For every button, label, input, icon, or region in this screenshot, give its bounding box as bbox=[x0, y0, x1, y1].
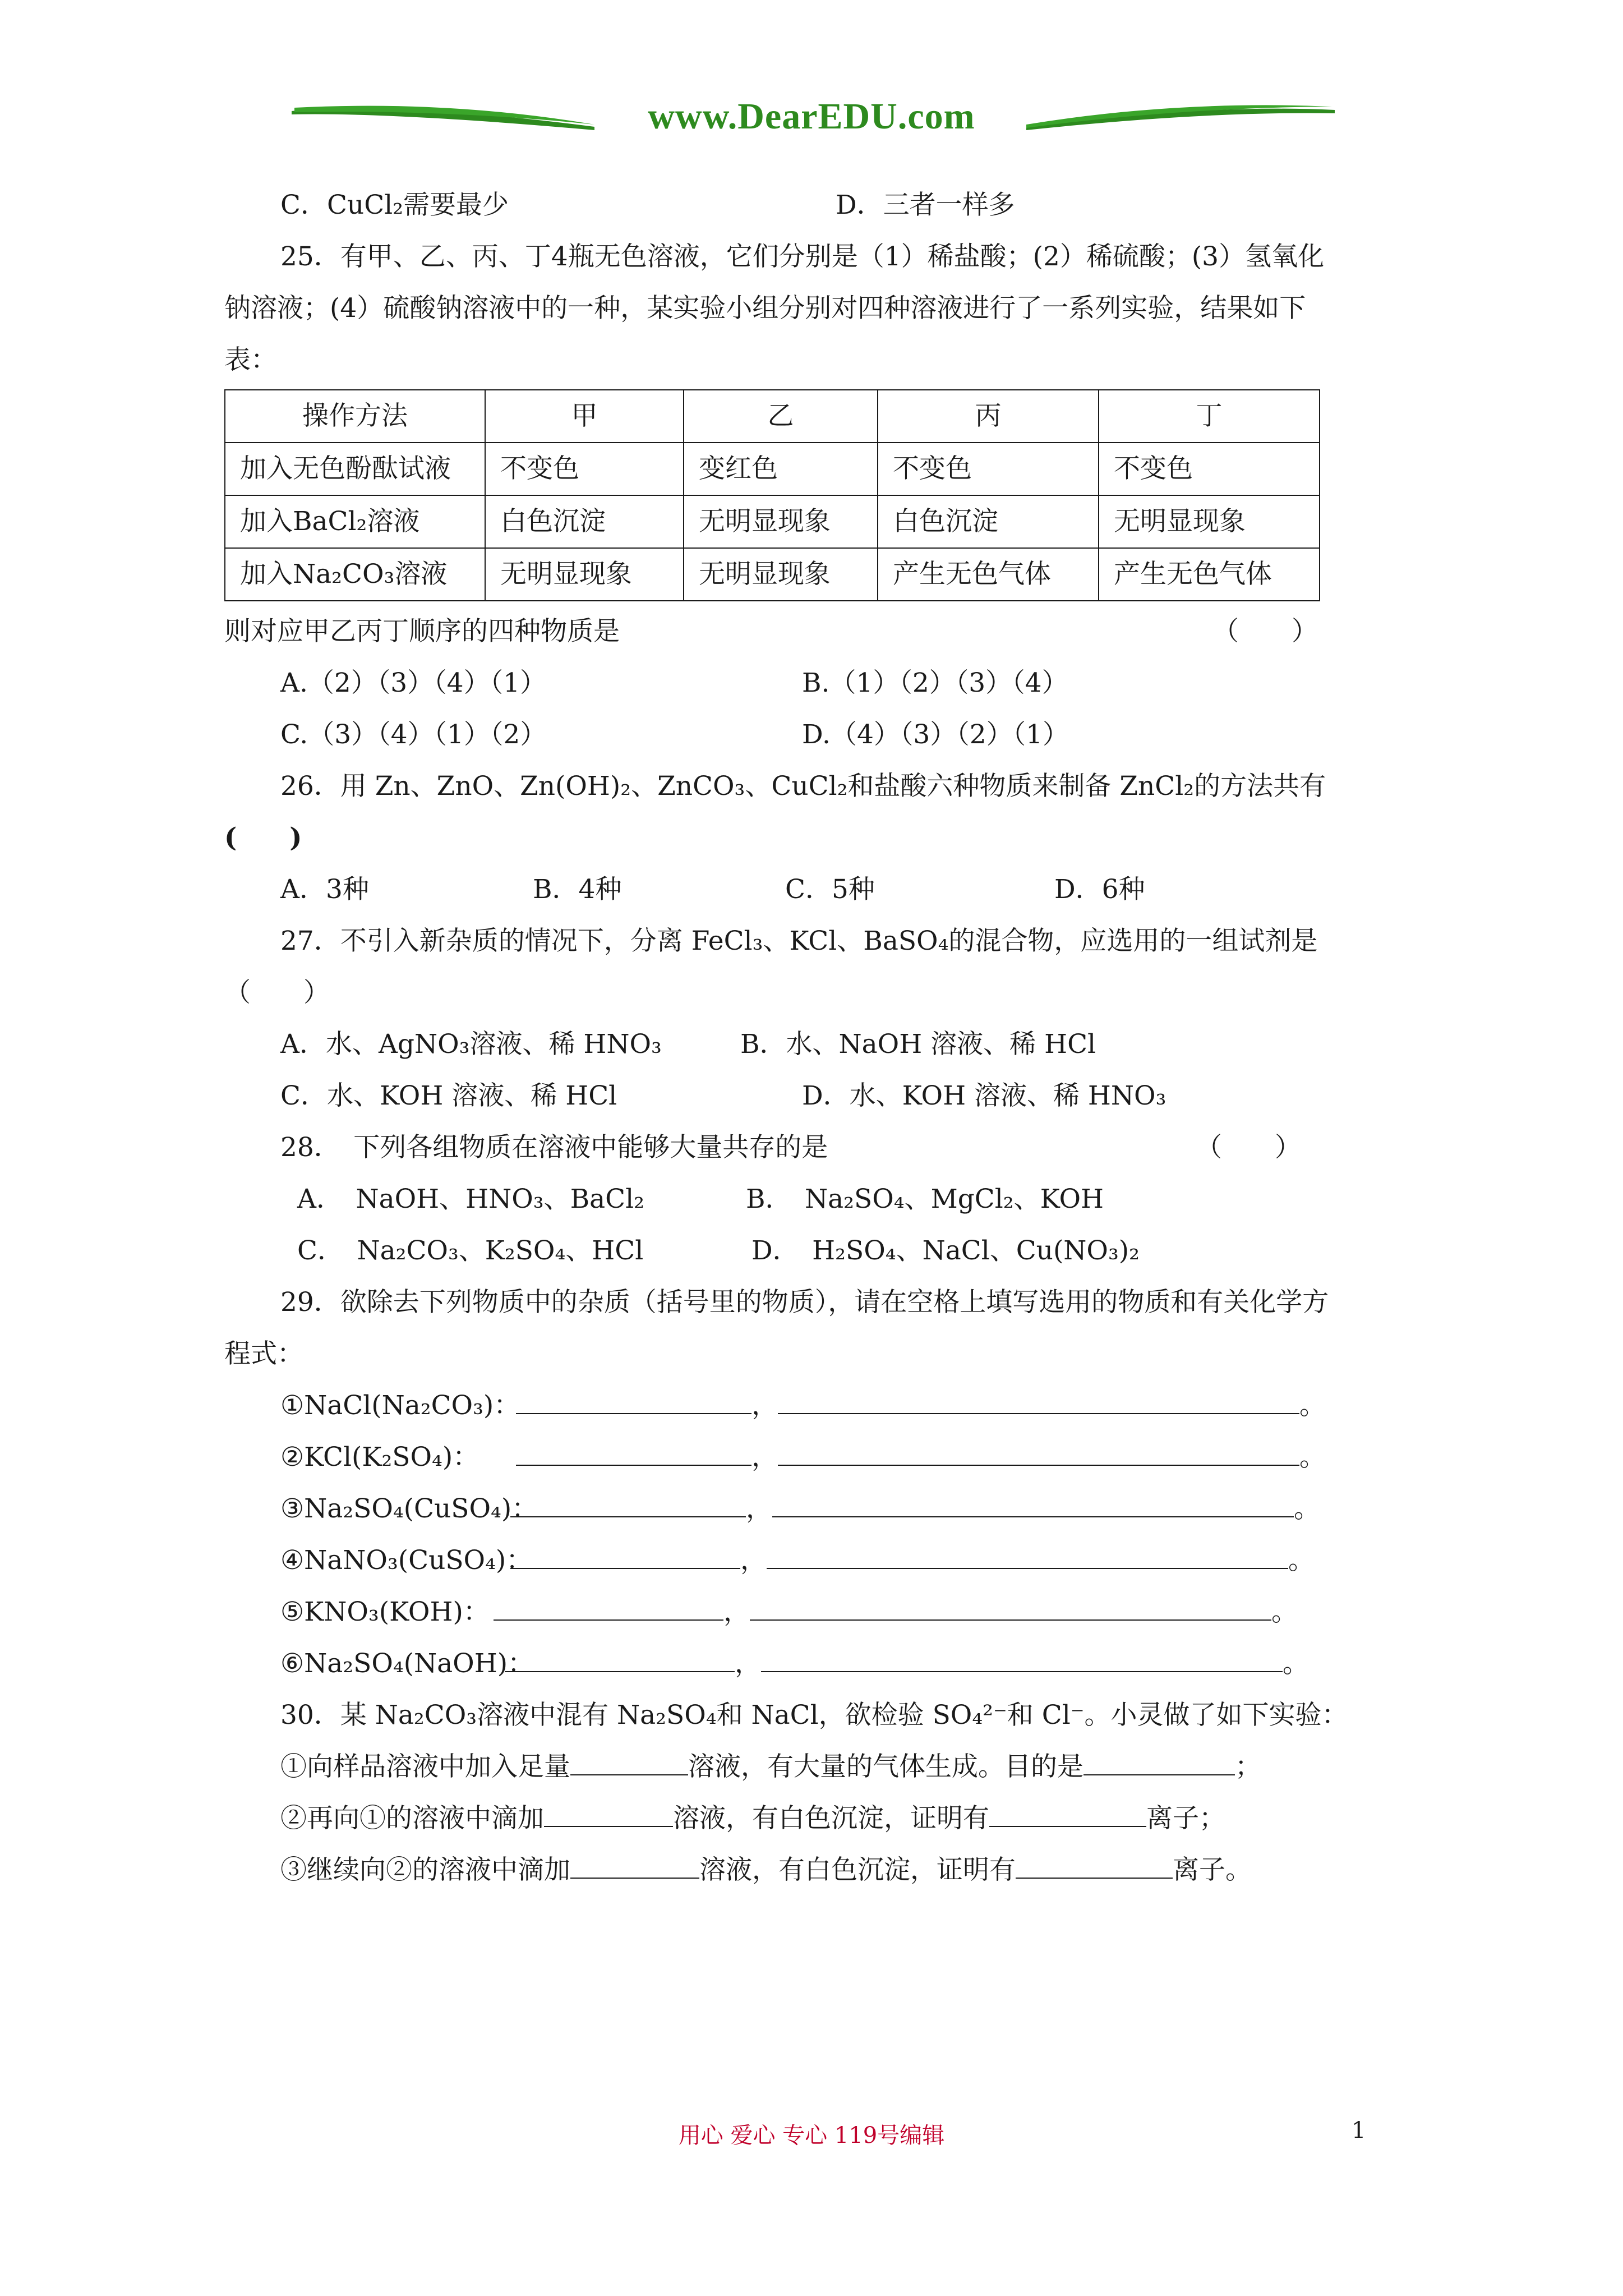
answer-blank[interactable] bbox=[510, 1535, 740, 1569]
q29-stem-line-1: 29．欲除去下列物质中的杂质（括号里的物质），请在空格上填写选用的物质和有关化学方 bbox=[280, 1287, 1329, 1318]
table-row bbox=[225, 495, 1320, 548]
answer-blank[interactable] bbox=[494, 1587, 723, 1621]
answer-blank[interactable] bbox=[510, 1484, 746, 1517]
q28-option-a: A． NaOH、HNO₃、BaCl₂ bbox=[297, 1184, 644, 1214]
q30-step-1-text: ①向样品溶液中加入足量 bbox=[280, 1751, 570, 1782]
table-cell: 不变色 bbox=[485, 443, 684, 495]
q27-stem: 27．不引入新杂质的情况下，分离 FeCl₃、KCl、BaSO₄的混合物，应选用的一组试剂是 bbox=[280, 926, 1318, 956]
period: 。 bbox=[1299, 1442, 1326, 1473]
answer-blank[interactable] bbox=[505, 1639, 735, 1672]
q28-option-c: C． Na₂CO₃、K₂SO₄、HCl bbox=[297, 1235, 644, 1266]
q30-step-2-end: 离子； bbox=[1146, 1803, 1225, 1834]
table-cell: 加入Na₂CO₃溶液 bbox=[225, 548, 485, 601]
q30-step-2-text: ②再向①的溶液中滴加 bbox=[280, 1803, 544, 1834]
q25-options-row-1 bbox=[224, 657, 1413, 709]
q24-option-d: D．三者一样多 bbox=[836, 190, 1015, 220]
q28-options-row-2 bbox=[224, 1225, 1413, 1277]
q27-options-row-1 bbox=[224, 1019, 1413, 1070]
equation-blank[interactable] bbox=[778, 1432, 1299, 1466]
q30-step-3-end: 离子。 bbox=[1173, 1855, 1252, 1885]
q26-option-c: C．5种 bbox=[785, 874, 875, 905]
q30-step-2 bbox=[224, 1793, 1413, 1844]
table-cell: 不变色 bbox=[1099, 443, 1320, 495]
q30-step-1 bbox=[224, 1741, 1413, 1793]
equation-blank[interactable] bbox=[778, 1381, 1299, 1414]
q29-item-4 bbox=[224, 1535, 1413, 1586]
q29-stem-line-2: 程式： bbox=[224, 1338, 303, 1369]
table-cell: 加入无色酚酞试液 bbox=[225, 443, 485, 495]
q28-options-row-1 bbox=[224, 1174, 1413, 1225]
q26-option-d: D．6种 bbox=[1054, 874, 1145, 905]
reagent-blank[interactable] bbox=[570, 1845, 699, 1879]
site-logo-text: www.DearEDU.com bbox=[648, 96, 975, 137]
q30-step-2-text-2: 溶液，有白色沉淀，证明有 bbox=[673, 1803, 989, 1834]
q25-question-line bbox=[224, 606, 1413, 657]
table-header-cell: 丙 bbox=[878, 390, 1099, 443]
table-header-row bbox=[225, 390, 1320, 443]
answer-blank[interactable] bbox=[516, 1432, 751, 1466]
equation-blank[interactable] bbox=[767, 1535, 1288, 1569]
q30-step-3 bbox=[224, 1844, 1413, 1896]
q27-option-a: A．水、AgNO₃溶液、稀 HNO₃ bbox=[280, 1029, 662, 1060]
q28-answer-paren: （ ） bbox=[1196, 1132, 1301, 1163]
table-cell: 无明显现象 bbox=[1099, 495, 1320, 548]
q29-item-6 bbox=[224, 1638, 1413, 1690]
q29-item-3 bbox=[224, 1483, 1413, 1535]
q28-option-b: B． Na₂SO₄、MgCl₂、KOH bbox=[746, 1184, 1104, 1214]
q29-item-5 bbox=[224, 1586, 1413, 1638]
q30-step-3-text: ③继续向②的溶液中滴加 bbox=[280, 1855, 570, 1885]
q28-stem-line bbox=[224, 1122, 1413, 1174]
table-cell: 产生无色气体 bbox=[878, 548, 1099, 601]
q29-item-label: ②KCl(K₂SO₄)： bbox=[280, 1442, 479, 1473]
q26-option-b: B．4种 bbox=[533, 874, 622, 905]
q25-option-d: D.（4）（3）（2）（1） bbox=[802, 719, 1069, 750]
q26-options-row bbox=[224, 864, 1413, 915]
q26-answer-paren: ( ) bbox=[224, 822, 302, 853]
period: 。 bbox=[1283, 1648, 1309, 1679]
q25-question: 则对应甲乙丙丁顺序的四种物质是 bbox=[224, 616, 620, 647]
q25-option-a: A.（2）（3）（4）（1） bbox=[280, 668, 546, 698]
q27-option-b: B．水、NaOH 溶液、稀 HCl bbox=[740, 1029, 1096, 1060]
q25-stem-line-1: 25．有甲、乙、丙、丁4瓶无色溶液，它们分别是（1）稀盐酸；(2）稀硫酸；(3）氢氧化 bbox=[280, 241, 1325, 272]
table-header-cell: 甲 bbox=[485, 390, 684, 443]
q24-options-row bbox=[224, 180, 1413, 231]
q28-stem: 28． 下列各组物质在溶液中能够大量共存的是 bbox=[280, 1132, 828, 1163]
q27-options-row-2 bbox=[224, 1070, 1413, 1122]
table-row bbox=[225, 443, 1320, 495]
page-footer: 用心 爱心 专心 119号编辑 bbox=[678, 2123, 945, 2148]
comma: ， bbox=[740, 1545, 767, 1576]
table-cell: 无明显现象 bbox=[684, 548, 878, 601]
q26-option-a: A．3种 bbox=[280, 874, 369, 905]
q29-item-2 bbox=[224, 1432, 1413, 1483]
table-cell: 变红色 bbox=[684, 443, 878, 495]
q25-stem-line-3: 表： bbox=[224, 344, 277, 375]
q30-step-1-end: ； bbox=[1235, 1751, 1261, 1782]
reagent-blank[interactable] bbox=[570, 1742, 688, 1775]
ion-blank[interactable] bbox=[1016, 1845, 1173, 1879]
table-header-cell: 乙 bbox=[684, 390, 878, 443]
table-cell: 白色沉淀 bbox=[878, 495, 1099, 548]
q29-item-1 bbox=[224, 1380, 1413, 1432]
table-cell: 加入BaCl₂溶液 bbox=[225, 495, 485, 548]
q24-option-c: C．CuCl₂需要最少 bbox=[280, 190, 509, 220]
reagent-blank[interactable] bbox=[544, 1793, 673, 1827]
answer-blank[interactable] bbox=[516, 1381, 751, 1414]
q25-stem-line-2: 钠溶液；(4）硫酸钠溶液中的一种，某实验小组分别对四种溶液进行了一系列实验，结果如下 bbox=[224, 293, 1306, 324]
table-header-cell: 操作方法 bbox=[225, 390, 485, 443]
period: 。 bbox=[1294, 1493, 1320, 1524]
q25-answer-paren: （ ） bbox=[1212, 616, 1318, 647]
q29-item-label: ④NaNO₃(CuSO₄)： bbox=[280, 1545, 533, 1576]
table-cell: 产生无色气体 bbox=[1099, 548, 1320, 601]
comma: ， bbox=[746, 1493, 772, 1524]
q30-step-3-text-2: 溶液，有白色沉淀，证明有 bbox=[699, 1855, 1016, 1885]
period: 。 bbox=[1299, 1390, 1326, 1421]
comma: ， bbox=[751, 1390, 778, 1421]
page-header bbox=[0, 0, 1623, 180]
table-cell: 无明显现象 bbox=[485, 548, 684, 601]
table-cell: 不变色 bbox=[878, 443, 1099, 495]
comma: ， bbox=[751, 1442, 778, 1473]
q29-item-label: ③Na₂SO₄(CuSO₄)： bbox=[280, 1493, 538, 1524]
q27-option-d: D．水、KOH 溶液、稀 HNO₃ bbox=[802, 1080, 1166, 1111]
q27-option-c: C．水、KOH 溶液、稀 HCl bbox=[280, 1080, 617, 1111]
equation-blank[interactable] bbox=[750, 1587, 1271, 1621]
q30-step-1-text-2: 溶液，有大量的气体生成。目的是 bbox=[688, 1751, 1083, 1782]
q29-item-label: ①NaCl(Na₂CO₃)： bbox=[280, 1390, 520, 1421]
equation-blank[interactable] bbox=[761, 1639, 1283, 1672]
header-swoosh-graphic bbox=[0, 0, 1623, 180]
q25-options-row-2 bbox=[224, 709, 1413, 761]
table-cell: 白色沉淀 bbox=[485, 495, 684, 548]
table-header-cell: 丁 bbox=[1099, 390, 1320, 443]
q25-option-b: B.（1）（2）（3）（4） bbox=[802, 668, 1068, 698]
q26-stem: 26．用 Zn、ZnO、Zn(OH)₂、ZnCO₃、CuCl₂和盐酸六种物质来制备 ZnCl₂的方法共有 bbox=[280, 771, 1326, 802]
purpose-blank[interactable] bbox=[1083, 1742, 1235, 1775]
table-cell: 无明显现象 bbox=[684, 495, 878, 548]
equation-blank[interactable] bbox=[772, 1484, 1294, 1517]
table-row bbox=[225, 548, 1320, 601]
period: 。 bbox=[1271, 1596, 1298, 1627]
comma: ， bbox=[735, 1648, 761, 1679]
q29-item-label: ⑤KNO₃(KOH)： bbox=[280, 1596, 490, 1627]
period: 。 bbox=[1288, 1545, 1315, 1576]
q25-results-table bbox=[224, 389, 1320, 601]
q29-item-label: ⑥Na₂SO₄(NaOH)： bbox=[280, 1648, 534, 1679]
q27-answer-paren: （ ） bbox=[224, 977, 330, 1008]
document-body bbox=[224, 180, 1413, 1896]
q25-option-c: C.（3）（4）（1）（2） bbox=[280, 719, 547, 750]
page-number: 1 bbox=[1352, 2118, 1366, 2143]
comma: ， bbox=[723, 1596, 750, 1627]
ion-blank[interactable] bbox=[989, 1793, 1146, 1827]
q30-stem: 30．某 Na₂CO₃溶液中混有 Na₂SO₄和 NaCl，欲检验 SO₄²⁻和 Cl⁻。小灵做了如下实验： bbox=[280, 1700, 1348, 1731]
q28-option-d: D． H₂SO₄、NaCl、Cu(NO₃)₂ bbox=[751, 1235, 1140, 1266]
